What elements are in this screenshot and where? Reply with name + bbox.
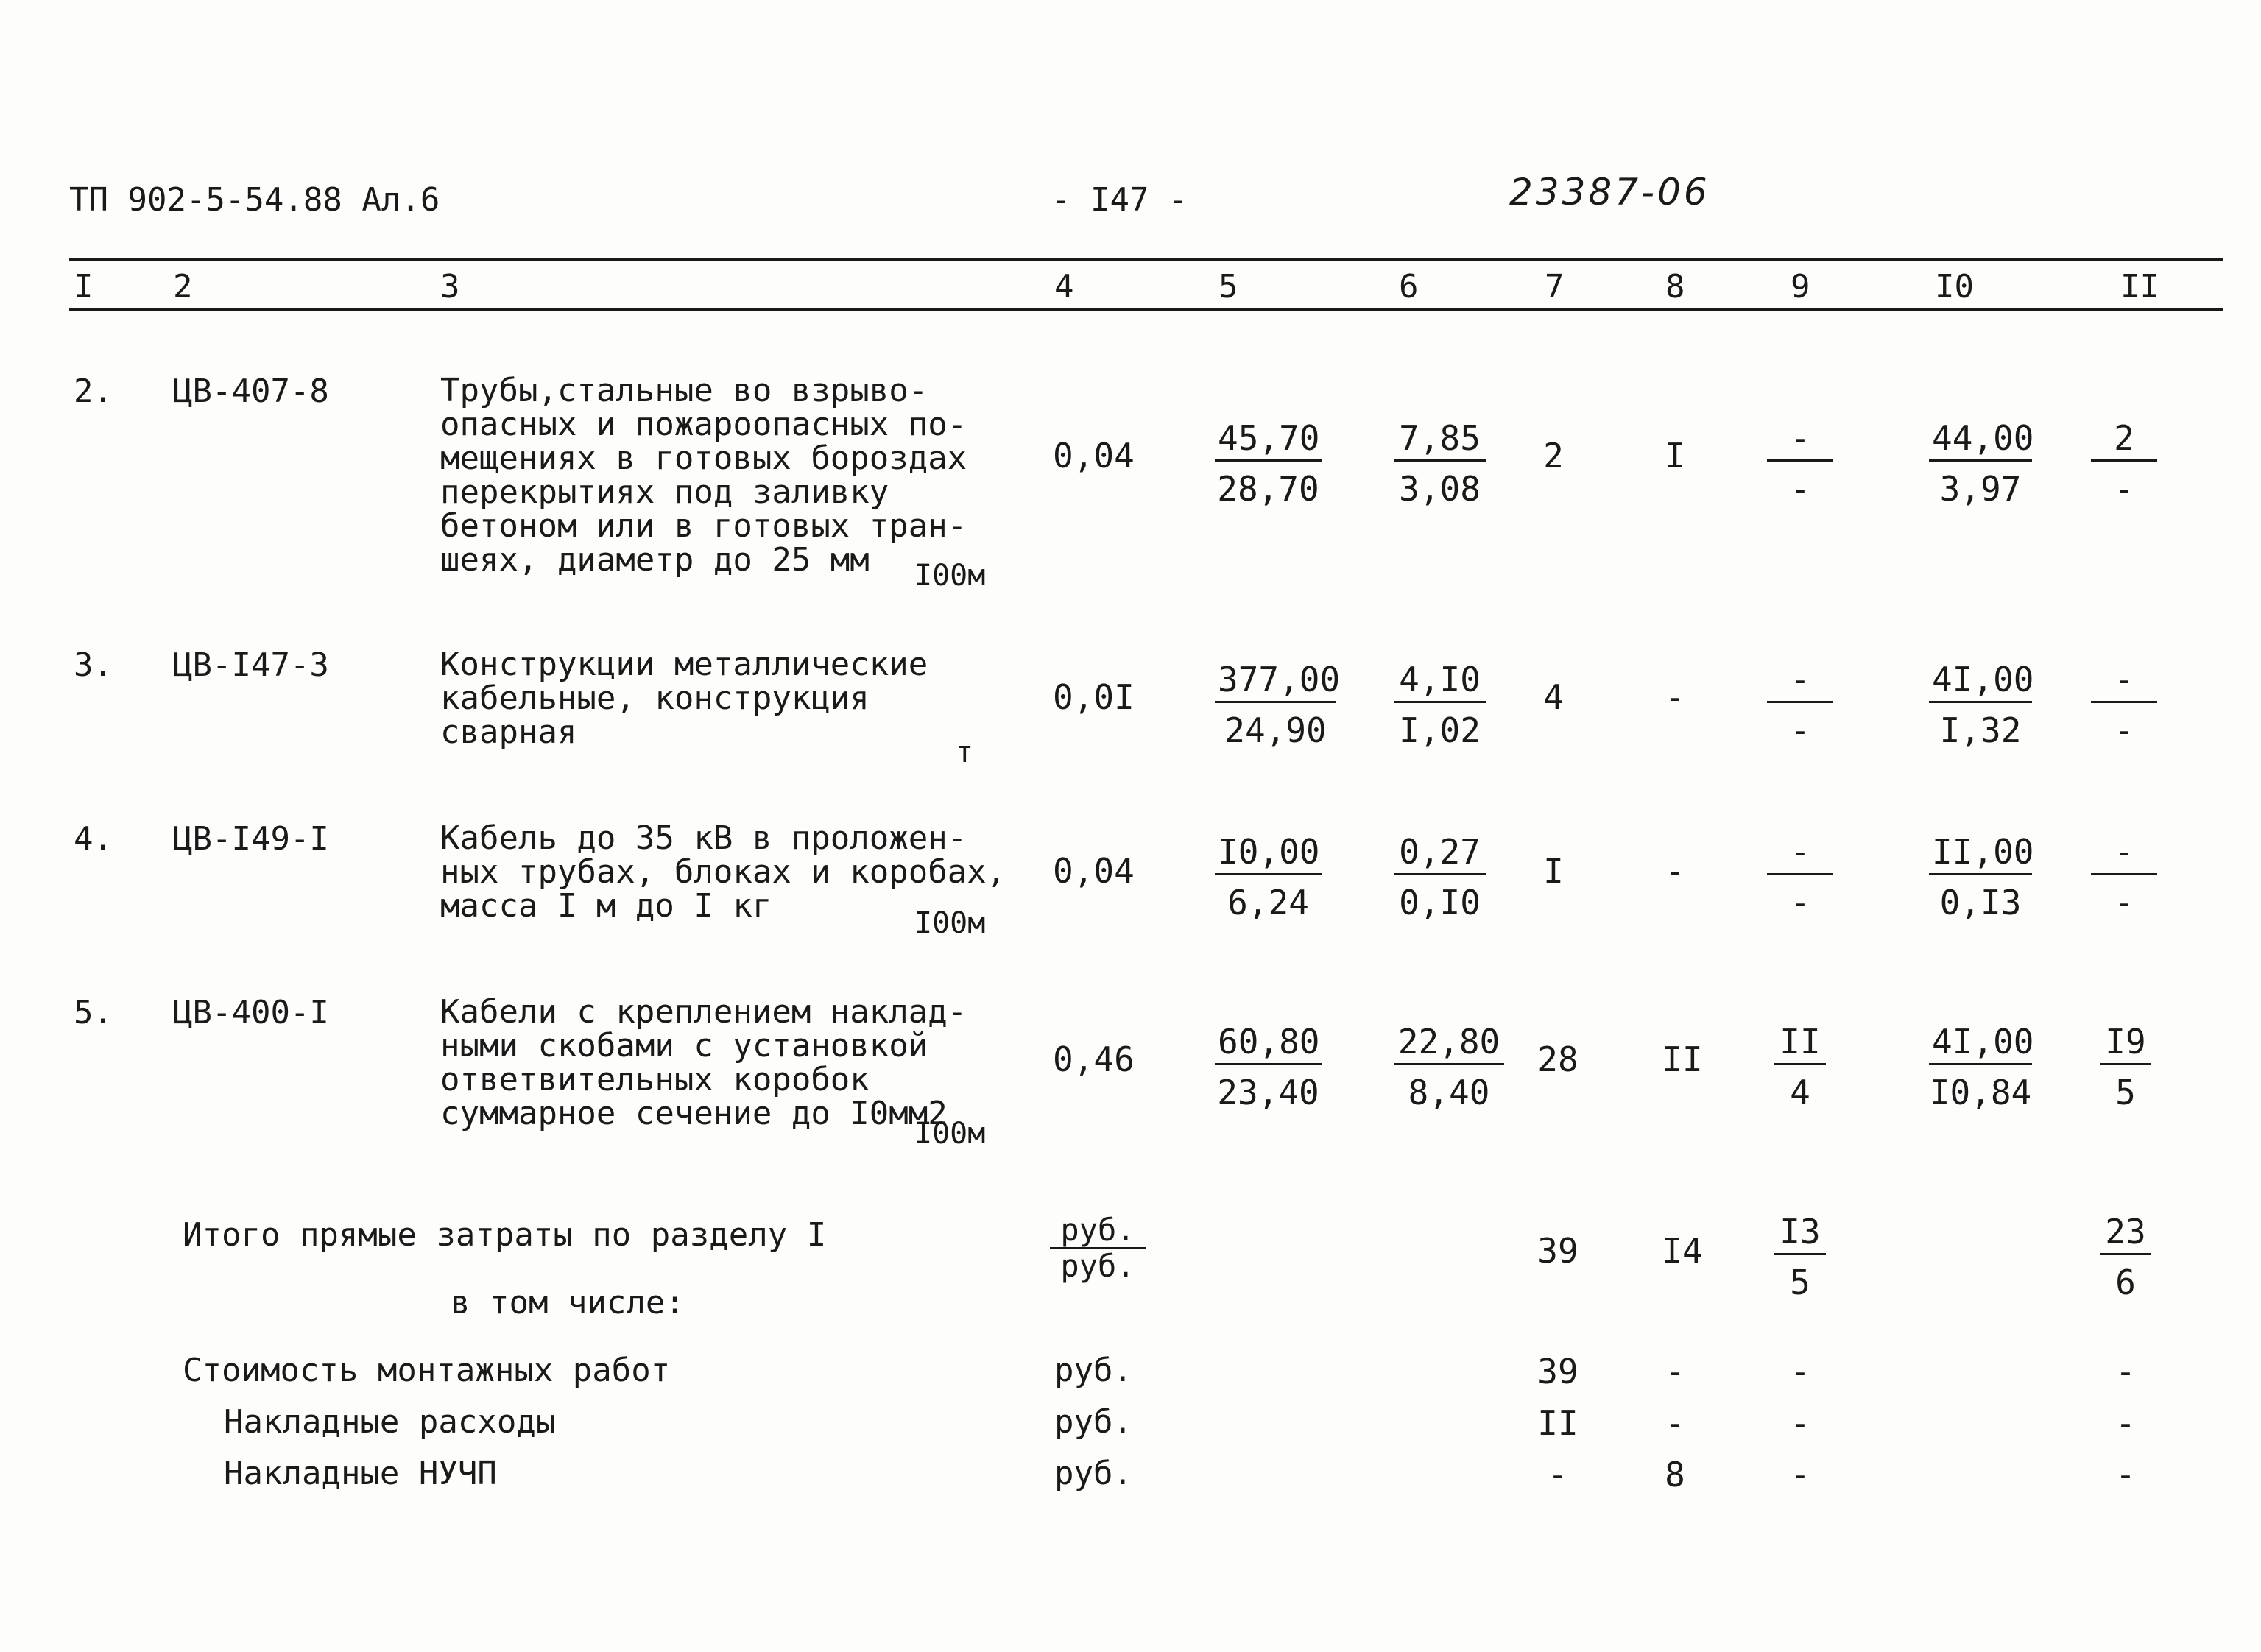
cost-6: 7,85 3,08 bbox=[1394, 421, 1486, 506]
cost-10: II,00 0,I3 bbox=[1929, 835, 2032, 919]
col-header-5: 5 bbox=[1218, 268, 1238, 306]
breakdown-label: Накладные НУЧП bbox=[224, 1455, 497, 1492]
col-header-7: 7 bbox=[1545, 268, 1565, 306]
cost-11: 2 - bbox=[2091, 421, 2157, 506]
col-header-4: 4 bbox=[1054, 268, 1074, 306]
cost-10: 4I,00 I0,84 bbox=[1929, 1022, 2034, 1112]
breakdown-unit: руб. bbox=[1054, 1403, 1132, 1441]
totals-label: Итого прямые затраты по разделу I bbox=[183, 1216, 827, 1254]
cost-7: I bbox=[1543, 851, 1564, 891]
col-header-1: I bbox=[74, 268, 94, 306]
breakdown-unit: руб. bbox=[1054, 1352, 1132, 1389]
col-header-3: 3 bbox=[440, 268, 460, 306]
col-header-6: 6 bbox=[1399, 268, 1419, 306]
cost-10: 4I,00 I,32 bbox=[1929, 663, 2032, 747]
row-code: ЦВ-400-I bbox=[173, 994, 329, 1031]
breakdown-col-9: - bbox=[1790, 1403, 1810, 1443]
cost-8: II bbox=[1662, 1039, 1703, 1079]
row-code: ЦВ-I49-I bbox=[173, 820, 329, 858]
row-number: 3. bbox=[74, 646, 113, 684]
breakdown-unit: руб. bbox=[1054, 1455, 1132, 1492]
breakdown-col-9: - bbox=[1790, 1455, 1810, 1494]
breakdown-col-11: - bbox=[2115, 1403, 2136, 1443]
cost-9: II 4 bbox=[1774, 1025, 1826, 1109]
breakdown-col-9: - bbox=[1790, 1352, 1810, 1391]
cost-5: 377,00 24,90 bbox=[1215, 663, 1336, 747]
row-quantity: 0,04 bbox=[1053, 436, 1135, 476]
cost-9: - - bbox=[1767, 835, 1833, 919]
row-unit: т bbox=[956, 735, 974, 769]
row-quantity: 0,0I bbox=[1053, 677, 1135, 717]
cost-5: I0,00 6,24 bbox=[1215, 835, 1322, 919]
breakdown-label: Стоимость монтажных работ bbox=[183, 1352, 671, 1389]
cost-11: I9 5 bbox=[2100, 1025, 2151, 1109]
cost-9: - - bbox=[1767, 663, 1833, 747]
row-quantity: 0,04 bbox=[1053, 851, 1135, 891]
row-unit: I00м bbox=[914, 906, 986, 940]
cost-6: 4,I0 I,02 bbox=[1394, 663, 1486, 747]
breakdown-col-8: - bbox=[1665, 1403, 1685, 1443]
breakdown-col-11: - bbox=[2115, 1455, 2136, 1494]
header-bottom-rule bbox=[69, 308, 2223, 311]
row-unit: I00м bbox=[914, 559, 986, 593]
breakdown-col-8: 8 bbox=[1665, 1455, 1685, 1494]
row-unit: I00м bbox=[914, 1117, 986, 1151]
row-code: ЦВ-I47-3 bbox=[173, 646, 329, 684]
breakdown-col-7: - bbox=[1548, 1455, 1568, 1494]
totals-col-7: 39 bbox=[1537, 1231, 1579, 1271]
cost-8: - bbox=[1665, 851, 1685, 891]
document-code: ТП 902-5-54.88 Ал.6 bbox=[69, 181, 440, 219]
cost-5: 45,70 28,70 bbox=[1215, 421, 1322, 506]
row-number: 4. bbox=[74, 820, 113, 858]
cost-8: I bbox=[1665, 436, 1685, 476]
breakdown-col-11: - bbox=[2115, 1352, 2136, 1391]
cost-11: - - bbox=[2091, 663, 2157, 747]
cost-5: 60,80 23,40 bbox=[1215, 1025, 1322, 1109]
totals-col-11: 23 6 bbox=[2100, 1215, 2151, 1299]
row-description: Трубы,стальные во взрыво- опасных и пожароопасных по- мещениях в готовых бороздах перекрытиях под заливку бетоном или в готовых тран- шеях, диаметр до 25 мм bbox=[440, 372, 967, 579]
cost-11: - - bbox=[2091, 835, 2157, 919]
totals-col-8: I4 bbox=[1662, 1231, 1703, 1271]
col-header-2: 2 bbox=[173, 268, 193, 306]
col-header-11: II bbox=[2120, 268, 2159, 306]
totals-col-9: I3 5 bbox=[1774, 1215, 1826, 1299]
row-quantity: 0,46 bbox=[1053, 1039, 1135, 1079]
handwritten-number: 23387-06 bbox=[1509, 171, 1710, 213]
page-number: - I47 - bbox=[1051, 181, 1188, 219]
row-number: 2. bbox=[74, 373, 113, 410]
cost-6: 22,80 8,40 bbox=[1394, 1025, 1504, 1109]
row-description: Кабели с креплением наклад- ными скобами с установкой ответвительных коробок суммарное сечение до I0мм2 bbox=[440, 993, 967, 1132]
totals-unit: руб. руб. bbox=[1050, 1215, 1146, 1282]
breakdown-col-8: - bbox=[1665, 1352, 1685, 1391]
cost-7: 4 bbox=[1543, 677, 1564, 717]
col-header-8: 8 bbox=[1665, 268, 1685, 306]
cost-7: 28 bbox=[1537, 1039, 1579, 1079]
row-description: Конструкции металлические кабельные, конструкция сварная bbox=[440, 646, 928, 751]
col-header-10: I0 bbox=[1935, 268, 1974, 306]
cost-8: - bbox=[1665, 677, 1685, 717]
col-header-9: 9 bbox=[1791, 268, 1810, 306]
breakdown-col-7: II bbox=[1537, 1403, 1579, 1443]
cost-10: 44,00 3,97 bbox=[1929, 421, 2032, 506]
breakdown-col-7: 39 bbox=[1537, 1352, 1579, 1391]
totals-subheading: в том числе: bbox=[451, 1284, 685, 1321]
cost-7: 2 bbox=[1543, 436, 1564, 476]
row-description: Кабель до 35 кВ в проложен- ных трубах, блоках и коробах, масса I м до I кг bbox=[440, 819, 1006, 925]
breakdown-label: Накладные расходы bbox=[224, 1403, 556, 1441]
header-top-rule bbox=[69, 258, 2223, 261]
row-number: 5. bbox=[74, 994, 113, 1031]
cost-9: - - bbox=[1767, 421, 1833, 506]
cost-6: 0,27 0,I0 bbox=[1394, 835, 1486, 919]
row-code: ЦВ-407-8 bbox=[173, 373, 329, 410]
